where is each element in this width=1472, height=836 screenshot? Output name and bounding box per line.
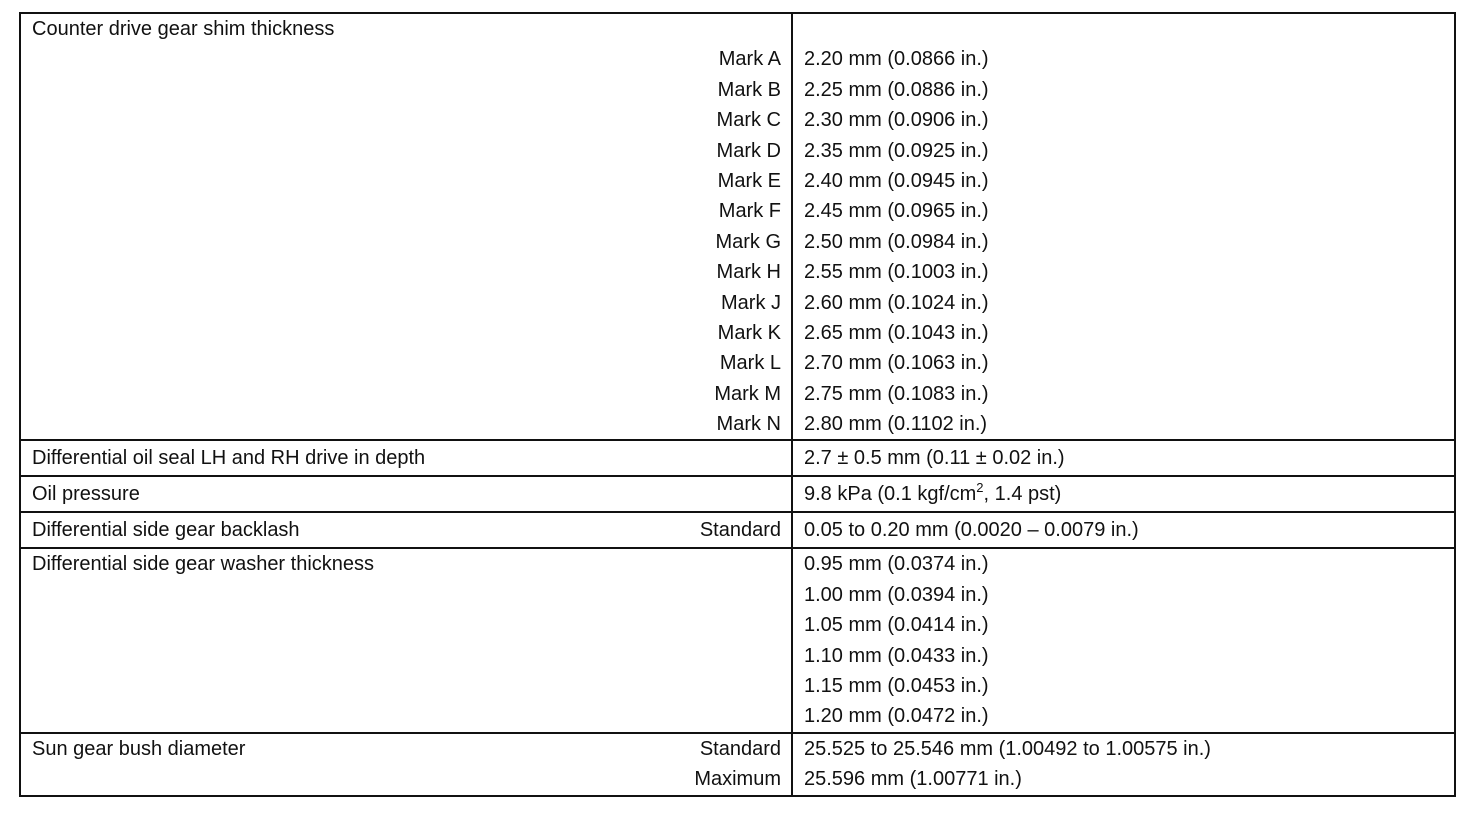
table-row	[20, 512, 1455, 548]
table-row	[20, 733, 1455, 796]
qualifier-label: Maximum	[694, 768, 781, 791]
spec-value: 2.20 mm (0.0866 in.)	[804, 48, 989, 71]
table-row	[20, 476, 1455, 512]
mark-label: Mark J	[721, 291, 781, 314]
empty-line	[793, 14, 1454, 44]
qualifier-label: Standard	[699, 737, 781, 760]
spec-value: 1.05 mm (0.0414 in.)	[804, 614, 989, 637]
mark-label: Mark N	[716, 413, 781, 436]
spec-item-label: Differential oil seal LH and RH drive in depth	[32, 447, 426, 470]
mark-label: Mark K	[717, 321, 781, 344]
spec-value: 0.05 to 0.20 mm (0.0020 – 0.0079 in.)	[804, 519, 1139, 542]
spec-item-cell	[20, 512, 792, 548]
spec-item-label: Differential side gear backlash	[32, 519, 300, 542]
spec-value: 25.525 to 25.546 mm (1.00492 to 1.00575 in.)	[804, 737, 1211, 760]
spec-value: 1.20 mm (0.0472 in.)	[804, 705, 989, 728]
spec-item-label: Oil pressure	[32, 483, 140, 506]
spec-item-cell	[20, 548, 792, 732]
spec-value: 2.45 mm (0.0965 in.)	[804, 200, 989, 223]
mark-label: Mark H	[716, 261, 781, 284]
spec-value-cell	[792, 548, 1455, 732]
spec-value-cell	[792, 512, 1455, 548]
spec-value: 2.70 mm (0.1063 in.)	[804, 352, 989, 375]
spec-value-cell	[792, 733, 1455, 796]
table-row	[20, 548, 1455, 732]
mark-label: Mark L	[719, 352, 781, 375]
spec-item-cell	[20, 733, 792, 796]
value-text: , 1.4 pst)	[983, 483, 1062, 506]
qualifier-label: Standard	[699, 519, 781, 542]
mark-label: Mark B	[717, 78, 781, 101]
mark-label: Mark G	[715, 230, 781, 253]
spec-value: 1.00 mm (0.0394 in.)	[804, 583, 989, 606]
table-row	[20, 13, 1455, 440]
spec-value-cell	[792, 13, 1455, 440]
spec-item-label: Counter drive gear shim thickness	[32, 18, 335, 40]
mark-label: Mark A	[718, 48, 781, 71]
spec-value: 1.10 mm (0.0433 in.)	[804, 644, 989, 667]
spec-value-cell	[792, 476, 1455, 512]
spec-value: 2.40 mm (0.0945 in.)	[804, 169, 989, 192]
spec-value: 2.75 mm (0.1083 in.)	[804, 382, 989, 405]
value-text: 9.8 kPa (0.1 kgf/cm	[804, 483, 977, 506]
spec-value: 25.596 mm (1.00771 in.)	[804, 768, 1022, 791]
spec-item-label: Sun gear bush diameter	[32, 737, 246, 760]
spec-item-line	[21, 513, 791, 547]
mark-label: Mark C	[716, 109, 781, 132]
spec-value: 2.30 mm (0.0906 in.)	[804, 109, 989, 132]
table-row	[20, 440, 1455, 476]
spec-value: 2.7 ± 0.5 mm (0.11 ± 0.02 in.)	[804, 447, 1065, 470]
mark-label: Mark D	[716, 139, 781, 162]
mark-label: Mark M	[714, 382, 781, 405]
spec-value: 2.60 mm (0.1024 in.)	[804, 291, 989, 314]
spec-value-cell	[792, 440, 1455, 476]
spec-item-cell	[20, 440, 792, 476]
mark-label: Mark E	[717, 169, 781, 192]
mark-label: Mark F	[718, 200, 781, 223]
spec-table	[19, 12, 1456, 797]
spec-value	[793, 477, 1454, 511]
spec-value: 2.55 mm (0.1003 in.)	[804, 261, 989, 284]
spec-item-cell	[20, 476, 792, 512]
spec-value: 2.35 mm (0.0925 in.)	[804, 139, 989, 162]
spec-value: 1.15 mm (0.0453 in.)	[804, 675, 989, 698]
superscript-exponent: 2	[976, 479, 984, 495]
spec-item-label: Differential side gear washer thickness	[32, 553, 375, 576]
spec-value: 2.65 mm (0.1043 in.)	[804, 321, 989, 344]
spec-value: 2.50 mm (0.0984 in.)	[804, 230, 989, 253]
spec-item-cell	[20, 13, 792, 440]
spec-value: 2.80 mm (0.1102 in.)	[804, 413, 988, 436]
spec-value: 2.25 mm (0.0886 in.)	[804, 78, 989, 101]
spec-value: 0.95 mm (0.0374 in.)	[804, 553, 989, 576]
spec-item-line	[21, 734, 791, 764]
